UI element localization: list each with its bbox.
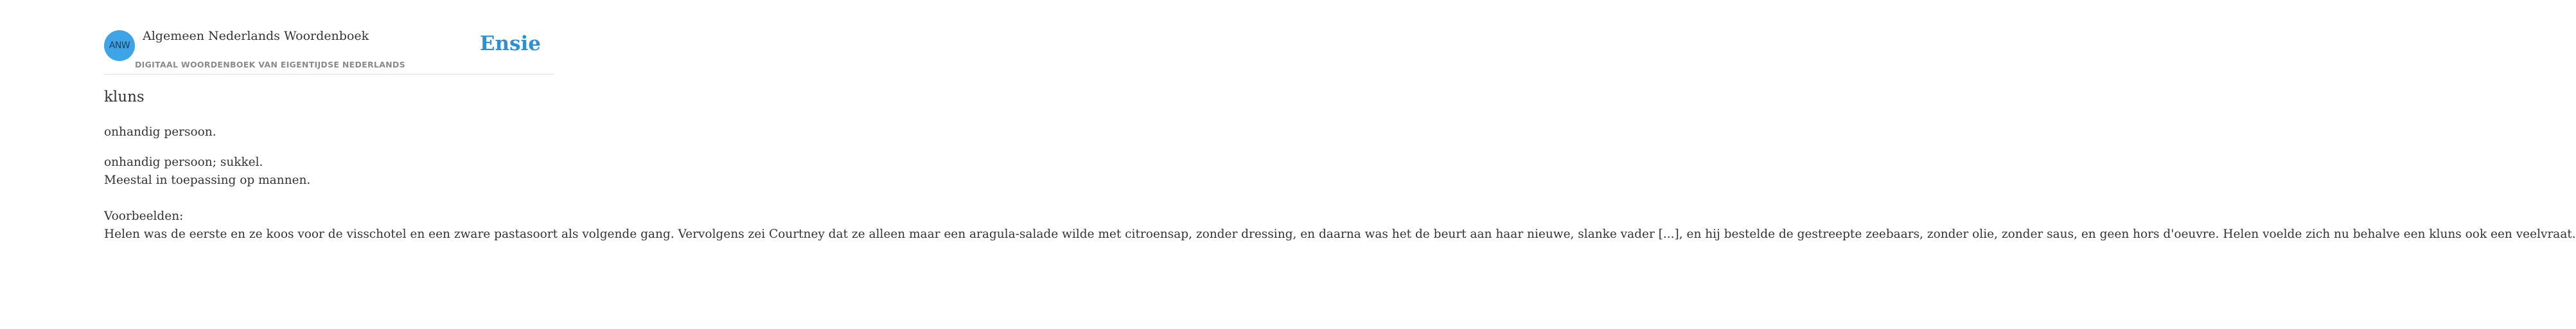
example-text: Helen was de eerste en ze koos voor de visschotel en een zware pastasoort als volgende gang. Vervolgens zei Courtney dat ze alleen maar een aragula-salade wilde met citroensap, zonder dressing, en daarna was het de beurt aan haar nieuwe, slanke vader [...], en hij bestelde de gestreepte zeebaars, zonder olie, zonder saus, en geen hors d'oeuvre. Helen voelde zich nu behalve een kluns ook een veelvraat. [104, 227, 2576, 241]
logo-text: ANW [109, 40, 130, 51]
site-title[interactable]: Algemeen Nederlands Woordenboek [143, 29, 369, 43]
spacer [104, 190, 554, 208]
entry-word: kluns [104, 89, 145, 105]
anw-logo[interactable] [104, 30, 135, 61]
page [104, 0, 2576, 241]
site-subtitle: DIGITAAL WOORDENBOEK VAN EIGENTIJDSE NEDERLANDS [135, 60, 405, 69]
entry-summary: onhandig persoon. [104, 125, 216, 139]
usage-note: Meestal in toepassing op mannen. [104, 173, 311, 187]
examples-label: Voorbeelden: [104, 209, 184, 223]
site-header [104, 0, 554, 75]
definition-line: onhandig persoon; sukkel. [104, 156, 263, 169]
ensie-logo[interactable]: Ensie [479, 32, 541, 55]
entry-definition [104, 154, 2576, 244]
